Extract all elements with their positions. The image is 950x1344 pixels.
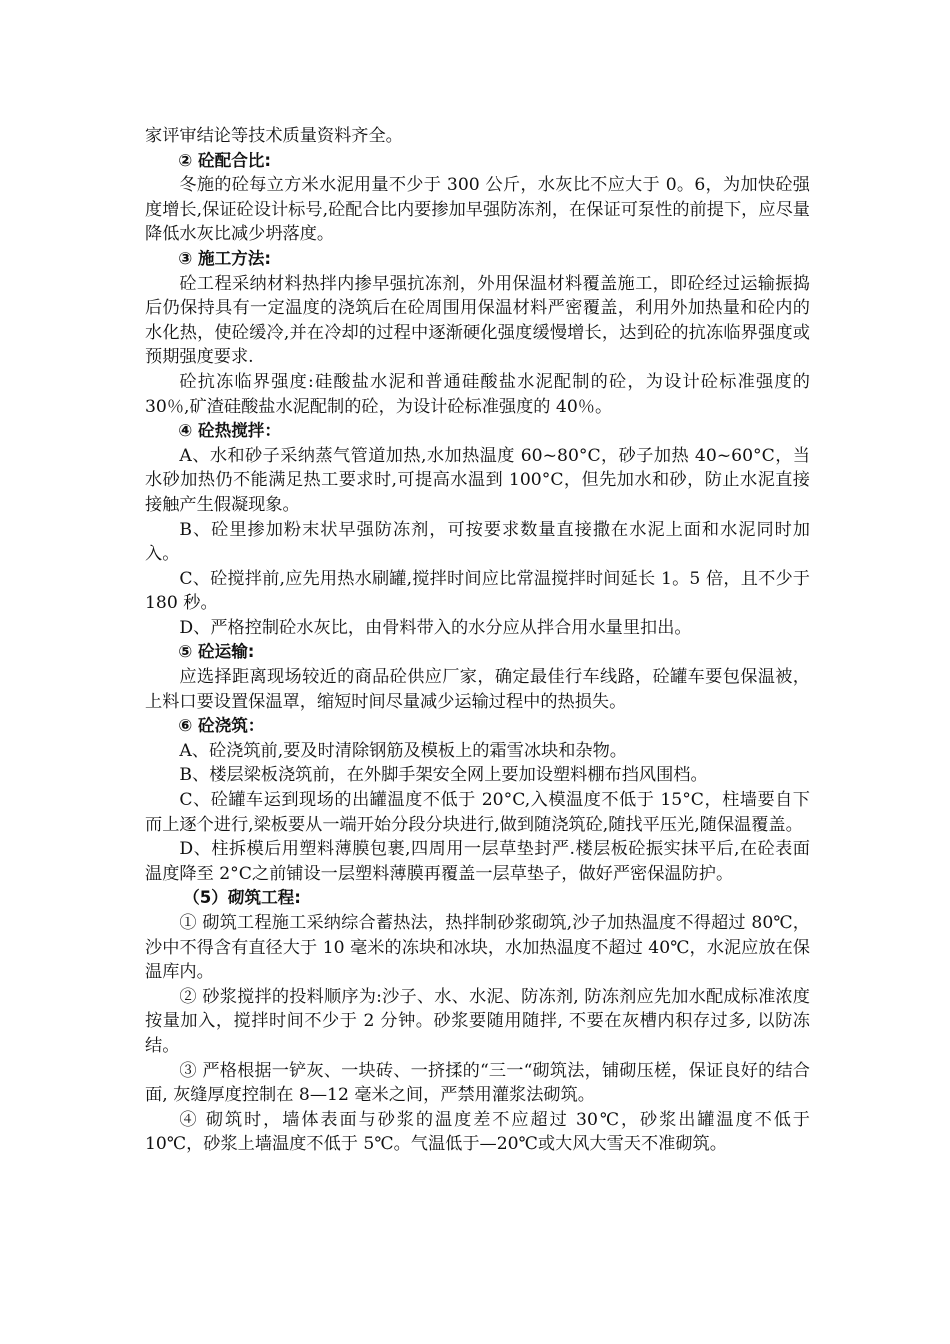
paragraph: 冬施的砼每立方米水泥用量不少于 300 公斤，水灰比不应大于 0。6，为加快砼强度增长,保证砼设计标号,砼配合比内要掺加早强防冻剂，在保证可泵性的前提下，应尽量降低水灰比减少坍落度。 — [145, 175, 810, 245]
paragraph: 应选择距离现场较近的商品砼供应厂家，确定最佳行车线路，砼罐车要包保温被，上料口要设置保温罩，缩短时间尽量减少运输过程中的热损失。 — [145, 667, 810, 712]
paragraph: C、砼搅拌前,应先用热水刷罐,搅拌时间应比常温搅拌时间延长 1。5 倍，且不少于 180 秒。 — [145, 568, 810, 614]
heading-transport: ⑤ 砼运输: — [178, 642, 255, 662]
paragraph: D、柱拆模后用塑料薄膜包裹,四周用一层草垫封严.楼层板砼振实抹平后,在砼表面温度降至 2°C之前铺设一层塑料薄膜再覆盖一层草垫子，做好严密保温防护。 — [145, 839, 810, 884]
heading-construction-method: ③ 施工方法: — [178, 248, 272, 268]
paragraph: B、砼里掺加粉末状早强防冻剂，可按要求数量直接撒在水泥上面和水泥同时加入。 — [145, 519, 810, 565]
paragraph: A、水和砂子采纳蒸气管道加热,水加热温度 60~80°C，砂子加热 40~60°C，当水砂加热仍不能满足热工要求时,可提高水温到 100°C，但先加水和砂，防止水泥直接接触产生假凝现象。 — [145, 445, 810, 515]
heading-hot-mixing: ④ 砼热搅拌： — [178, 421, 281, 441]
paragraph: 砼抗冻临界强度:硅酸盐水泥和普通硅酸盐水泥配制的砼，为设计砼标准强度的 30％,矿渣硅酸盐水泥配制的砼，为设计砼标准强度的 40％。 — [145, 371, 810, 417]
paragraph: A、砼浇筑前,要及时清除钢筋及模板上的霜雪冰块和杂物。 — [179, 740, 627, 761]
paragraph: B、楼层梁板浇筑前，在外脚手架安全网上要加设塑料棚布挡风围档。 — [179, 765, 708, 786]
document-page — [145, 124, 810, 1157]
paragraph: D、严格控制砼水灰比，由骨料带入的水分应从拌合用水量里扣出。 — [179, 617, 692, 638]
section-heading-masonry: （5）砌筑工程: — [183, 888, 301, 908]
paragraph: C、砼罐车运到现场的出罐温度不低于 20°C,入模温度不低于 15°C，柱墙要自下而上逐个进行,梁板要从一端开始分段分块进行,做到随浇筑砼,随找平压光,随保温覆盖。 — [145, 790, 810, 835]
paragraph: ④ 砌筑时，墙体表面与砂浆的温度差不应超过 30℃，砂浆出罐温度不低于 10℃，砂浆上墙温度不低于 5℃。气温低于—20℃或大风大雪天不准砌筑。 — [145, 1109, 810, 1155]
paragraph: 家评审结论等技术质量资料齐全。 — [145, 126, 403, 146]
paragraph: ② 砂浆搅拌的投料顺序为:沙子、水、水泥、防冻剂, 防冻剂应先加水配成标准浓度按量加入，搅拌时间不少于 2 分钟。砂浆要随用随拌, 不要在灰槽内积存过多, 以防冻结。 — [145, 986, 810, 1056]
paragraph: ① 砌筑工程施工采纳综合蓄热法，热拌制砂浆砌筑,沙子加热温度不得超过 80℃，沙中不得含有直径大于 10 毫米的冻块和冰块，水加热温度不超过 40℃，水泥应放在保温库内。 — [145, 913, 810, 983]
heading-mix-ratio: ② 砼配合比: — [178, 150, 272, 170]
paragraph: 砼工程采纳材料热拌内掺早强抗冻剂，外用保温材料覆盖施工，即砼经过运输振捣后仍保持具有一定温度的浇筑后在砼周围用保温材料严密覆盖，利用外加热量和砼内的水化热，使砼缓冷,并在冷却的过程中逐渐硬化强度缓慢增长，达到砼的抗冻临界强度或预期强度要求. — [145, 273, 810, 368]
heading-pouring: ⑥ 砼浇筑： — [178, 716, 265, 736]
paragraph: ③ 严格根据一铲灰、一块砖、一挤揉的“三一“砌筑法，铺砌压槎，保证良好的结合面, 灰缝厚度控制在 8—12 毫米之间，严禁用灌浆法砌筑。 — [145, 1060, 810, 1106]
